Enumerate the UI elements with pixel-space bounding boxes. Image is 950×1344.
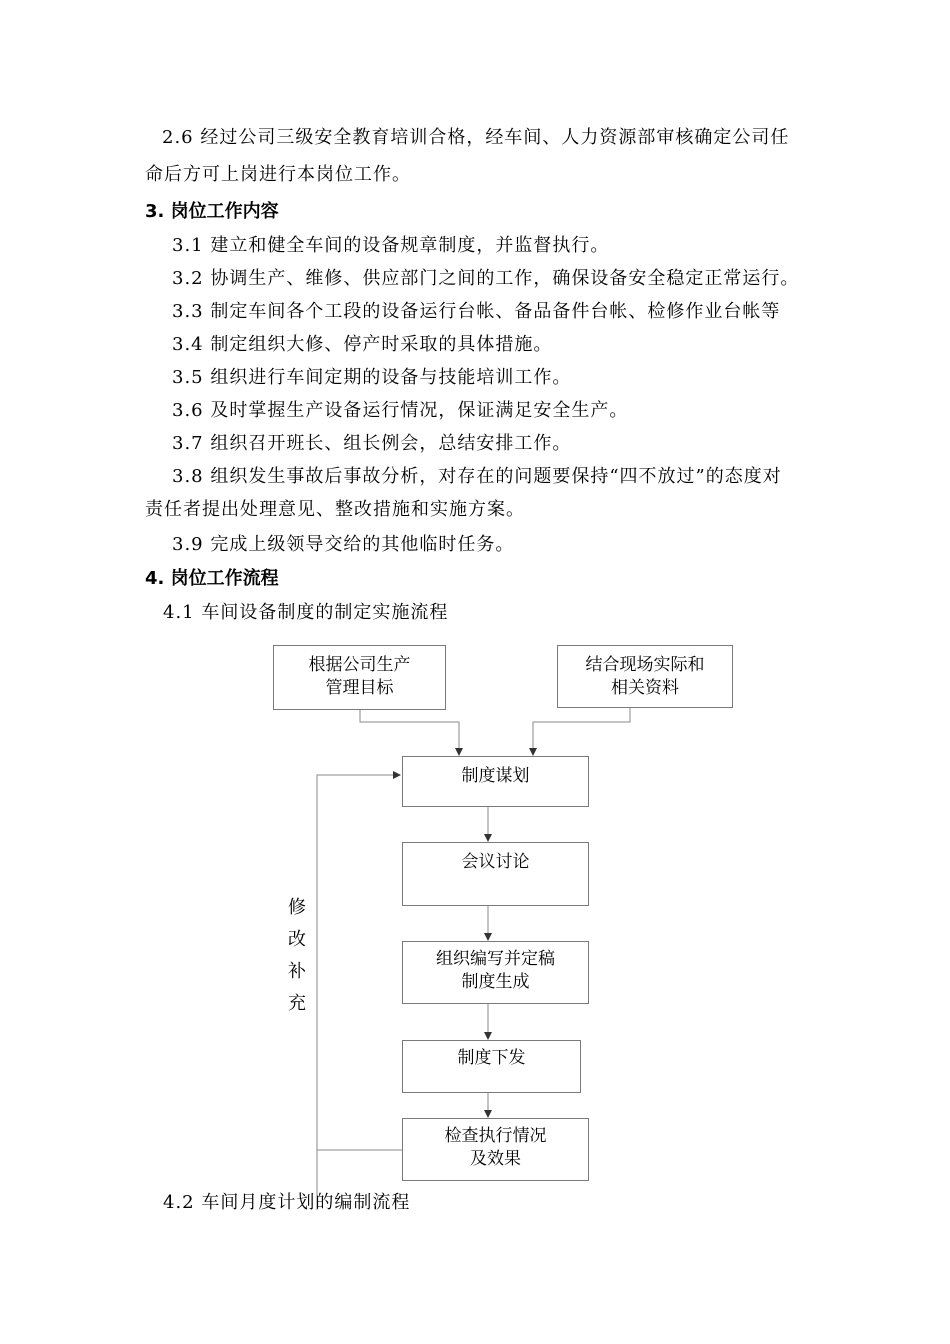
paragraph-3-1: 3.1 建立和健全车间的设备规章制度，并监督执行。 — [172, 235, 610, 256]
flow-input-left-line1: 根据公司生产 — [308, 655, 411, 675]
flow-step-3 — [402, 941, 589, 1004]
flow-input-right-line2: 相关资料 — [611, 678, 679, 698]
flow-step-5-line2: 及效果 — [470, 1149, 521, 1169]
flow-step-3-line2: 制度生成 — [461, 972, 530, 992]
paragraph-4-2: 4.2 车间月度计划的编制流程 — [163, 1192, 411, 1213]
paragraph-3-5: 3.5 组织进行车间定期的设备与技能培训工作。 — [172, 367, 572, 388]
flow-step-5 — [402, 1118, 589, 1181]
flow-step-1 — [402, 756, 589, 807]
paragraph-4-1: 4.1 车间设备制度的制定实施流程 — [163, 602, 449, 623]
feedback-label-char4: 充 — [288, 993, 306, 1014]
paragraph-3-6: 3.6 及时掌握生产设备运行情况，保证满足安全生产。 — [172, 400, 629, 421]
flow-step-5-line1: 检查执行情况 — [444, 1126, 547, 1146]
flow-step-1-label: 制度谋划 — [461, 766, 530, 786]
paragraph-3-9: 3.9 完成上级领导交给的其他临时任务。 — [172, 534, 515, 555]
flow-step-4 — [402, 1040, 581, 1093]
paragraph-3-8-line1: 3.8 组织发生事故后事故分析，对存在的问题要保持“四不放过”的态度对 — [172, 466, 782, 487]
flow-input-left — [273, 645, 446, 710]
paragraph-3-7: 3.7 组织召开班长、组长例会，总结安排工作。 — [172, 433, 572, 454]
section-heading-4: 4. 岗位工作流程 — [145, 568, 279, 589]
paragraph-2-6-line2: 命后方可上岗进行本岗位工作。 — [145, 164, 411, 185]
section-heading-3: 3. 岗位工作内容 — [145, 201, 279, 222]
paragraph-3-3: 3.3 制定车间各个工段的设备运行台帐、备品备件台帐、检修作业台帐等 — [172, 301, 781, 322]
feedback-label-char2: 改 — [288, 929, 306, 950]
flow-input-left-line2: 管理目标 — [325, 678, 394, 698]
feedback-label — [286, 892, 308, 1020]
flow-input-right — [557, 645, 733, 708]
paragraph-2-6-line1: 2.6 经过公司三级安全教育培训合格，经车间、人力资源部审核确定公司任 — [162, 127, 790, 148]
feedback-label-char3: 补 — [288, 961, 306, 982]
flow-step-2-label: 会议讨论 — [461, 852, 530, 872]
paragraph-3-4: 3.4 制定组织大修、停产时采取的具体措施。 — [172, 334, 553, 355]
flow-step-2 — [402, 842, 589, 906]
feedback-loop — [317, 775, 402, 1150]
paragraph-3-2: 3.2 协调生产、维修、供应部门之间的工作，确保设备安全稳定正常运行。 — [172, 268, 800, 289]
feedback-label-char1: 修 — [288, 897, 306, 918]
connector-right-input — [533, 707, 630, 755]
flow-step-4-label: 制度下发 — [457, 1048, 526, 1068]
flow-step-3-line1: 组织编写并定稿 — [436, 949, 555, 969]
connector-left-input — [360, 709, 459, 755]
flow-input-right-line1: 结合现场实际和 — [585, 655, 705, 675]
paragraph-3-8-line2: 责任者提出处理意见、整改措施和实施方案。 — [145, 499, 525, 520]
